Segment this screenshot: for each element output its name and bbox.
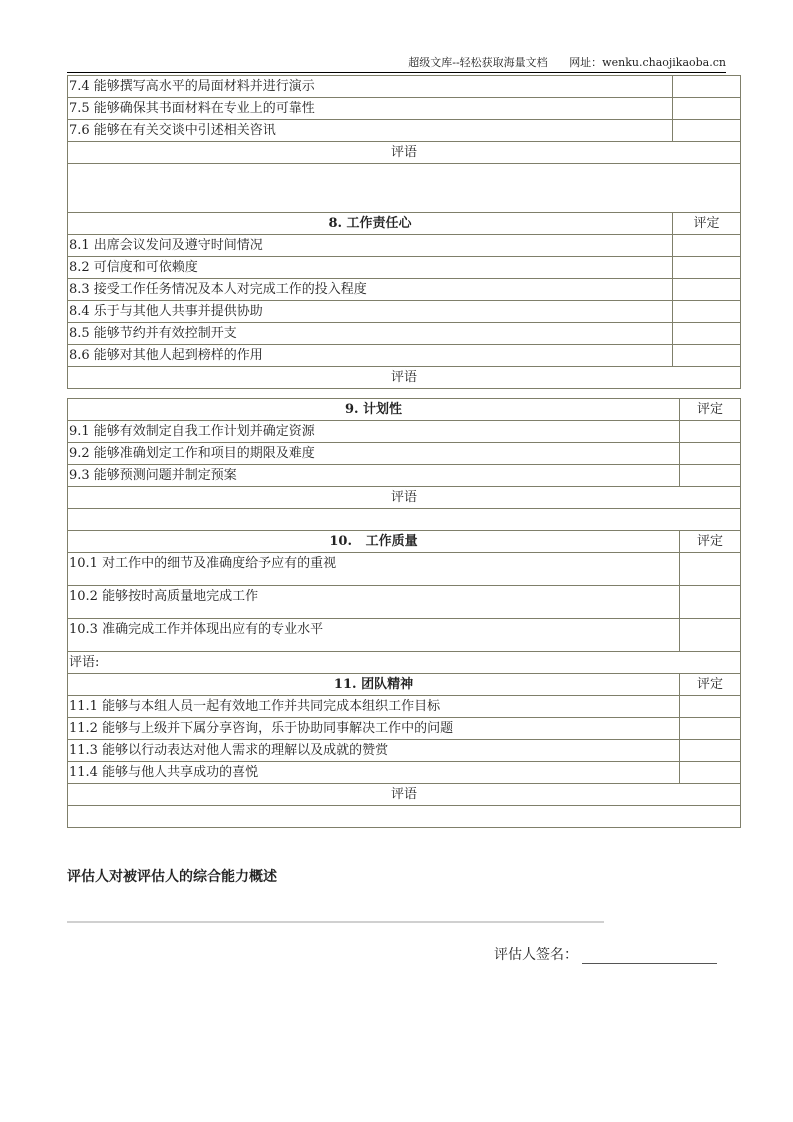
- comment-label[interactable]: 评语:: [68, 652, 741, 674]
- table-row: [68, 586, 741, 619]
- item-label: 9.2 能够准确划定工作和项目的期限及难度: [68, 443, 680, 465]
- item-label: 11.4 能够与他人共享成功的喜悦: [68, 762, 680, 784]
- rating-cell[interactable]: [680, 443, 741, 465]
- table-row: [68, 279, 741, 301]
- comment-label: 评语: [68, 784, 741, 806]
- table-row: [68, 740, 741, 762]
- table-row: [68, 718, 741, 740]
- section-header-row: [68, 399, 741, 421]
- rating-cell[interactable]: [680, 718, 741, 740]
- signature-field[interactable]: [582, 949, 717, 964]
- section-header-row: [68, 674, 741, 696]
- table-row: [68, 696, 741, 718]
- item-label: 9.1 能够有效制定自我工作计划并确定资源: [68, 421, 680, 443]
- item-label: 8.2 可信度和可依赖度: [68, 257, 673, 279]
- comment-row: [68, 164, 741, 213]
- section-title: 11. 团队精神: [68, 674, 680, 696]
- table-row: [68, 76, 741, 98]
- item-label: 10.2 能够按时高质量地完成工作: [68, 586, 680, 619]
- comment-header-row: [68, 784, 741, 806]
- rating-header: 评定: [673, 213, 741, 235]
- item-label: 9.3 能够预测问题并制定预案: [68, 465, 680, 487]
- comment-label: 评语: [68, 487, 741, 509]
- rating-cell[interactable]: [673, 323, 741, 345]
- comment-header-row: [68, 487, 741, 509]
- item-label: 8.4 乐于与其他人共事并提供协助: [68, 301, 673, 323]
- evaluation-table-lower: [67, 398, 741, 828]
- rating-cell[interactable]: [680, 762, 741, 784]
- comment-row: [68, 509, 741, 531]
- rating-header: 评定: [680, 531, 741, 553]
- item-label: 11.3 能够以行动表达对他人需求的理解以及成就的赞赏: [68, 740, 680, 762]
- signature-label: 评估人签名：: [494, 947, 578, 963]
- table-row: [68, 120, 741, 142]
- item-label: 10.1 对工作中的细节及准确度给予应有的重视: [68, 553, 680, 586]
- item-label: 8.6 能够对其他人起到榜样的作用: [68, 345, 673, 367]
- table-row: [68, 553, 741, 586]
- rating-cell[interactable]: [680, 465, 741, 487]
- rating-cell[interactable]: [680, 696, 741, 718]
- comment-label: 评语: [68, 142, 741, 164]
- evaluation-table-upper: [67, 75, 741, 389]
- item-label: 10.3 准确完成工作并体现出应有的专业水平: [68, 619, 680, 652]
- item-label: 7.6 能够在有关交谈中引述相关咨讯: [68, 120, 673, 142]
- table-row: [68, 98, 741, 120]
- comment-field[interactable]: [68, 806, 741, 828]
- rating-cell[interactable]: [673, 98, 741, 120]
- item-label: 8.5 能够节约并有效控制开支: [68, 323, 673, 345]
- rating-cell[interactable]: [673, 235, 741, 257]
- table-row: [68, 323, 741, 345]
- rating-cell[interactable]: [673, 120, 741, 142]
- item-label: 11.2 能够与上级并下属分享咨询，乐于协助同事解决工作中的问题: [68, 718, 680, 740]
- table-row: [68, 235, 741, 257]
- item-label: 8.3 接受工作任务情况及本人对完成工作的投入程度: [68, 279, 673, 301]
- item-label: 7.4 能够撰写高水平的局面材料并进行演示: [68, 76, 673, 98]
- rating-cell[interactable]: [673, 301, 741, 323]
- comment-field[interactable]: [68, 164, 741, 213]
- table-row: [68, 301, 741, 323]
- rating-cell[interactable]: [680, 740, 741, 762]
- table-row: [68, 257, 741, 279]
- comment-header-row: [68, 142, 741, 164]
- rating-cell[interactable]: [680, 421, 741, 443]
- page-header: [67, 54, 726, 73]
- rating-cell[interactable]: [680, 586, 741, 619]
- comment-label: 评语: [68, 367, 741, 389]
- comment-field[interactable]: [68, 509, 741, 531]
- summary-input-line[interactable]: [67, 921, 604, 923]
- comment-header-row: [68, 367, 741, 389]
- section-title: 8. 工作责任心: [68, 213, 673, 235]
- rating-cell[interactable]: [673, 76, 741, 98]
- rating-cell[interactable]: [680, 553, 741, 586]
- rating-header: 评定: [680, 674, 741, 696]
- rating-cell[interactable]: [673, 279, 741, 301]
- summary-title: 评估人对被评估人的综合能力概述: [67, 869, 277, 885]
- section-header-row: [68, 531, 741, 553]
- item-label: 7.5 能够确保其书面材料在专业上的可靠性: [68, 98, 673, 120]
- rating-cell[interactable]: [673, 257, 741, 279]
- comment-row: [68, 806, 741, 828]
- rating-header: 评定: [680, 399, 741, 421]
- table-row: [68, 619, 741, 652]
- rating-cell[interactable]: [680, 619, 741, 652]
- table-row: [68, 465, 741, 487]
- item-label: 11.1 能够与本组人员一起有效地工作并共同完成本组织工作目标: [68, 696, 680, 718]
- site-url: 网址：wenku.chaojikaoba.cn: [569, 56, 726, 69]
- comment-row: [68, 652, 741, 674]
- signature-block: [494, 944, 717, 964]
- table-row: [68, 443, 741, 465]
- rating-cell[interactable]: [673, 345, 741, 367]
- table-row: [68, 345, 741, 367]
- table-row: [68, 762, 741, 784]
- section-header-row: [68, 213, 741, 235]
- site-name: 超级文库--轻松获取海量文档: [408, 56, 548, 69]
- section-title: 10. 工作质量: [68, 531, 680, 553]
- item-label: 8.1 出席会议发问及遵守时间情况: [68, 235, 673, 257]
- section-title: 9. 计划性: [68, 399, 680, 421]
- table-row: [68, 421, 741, 443]
